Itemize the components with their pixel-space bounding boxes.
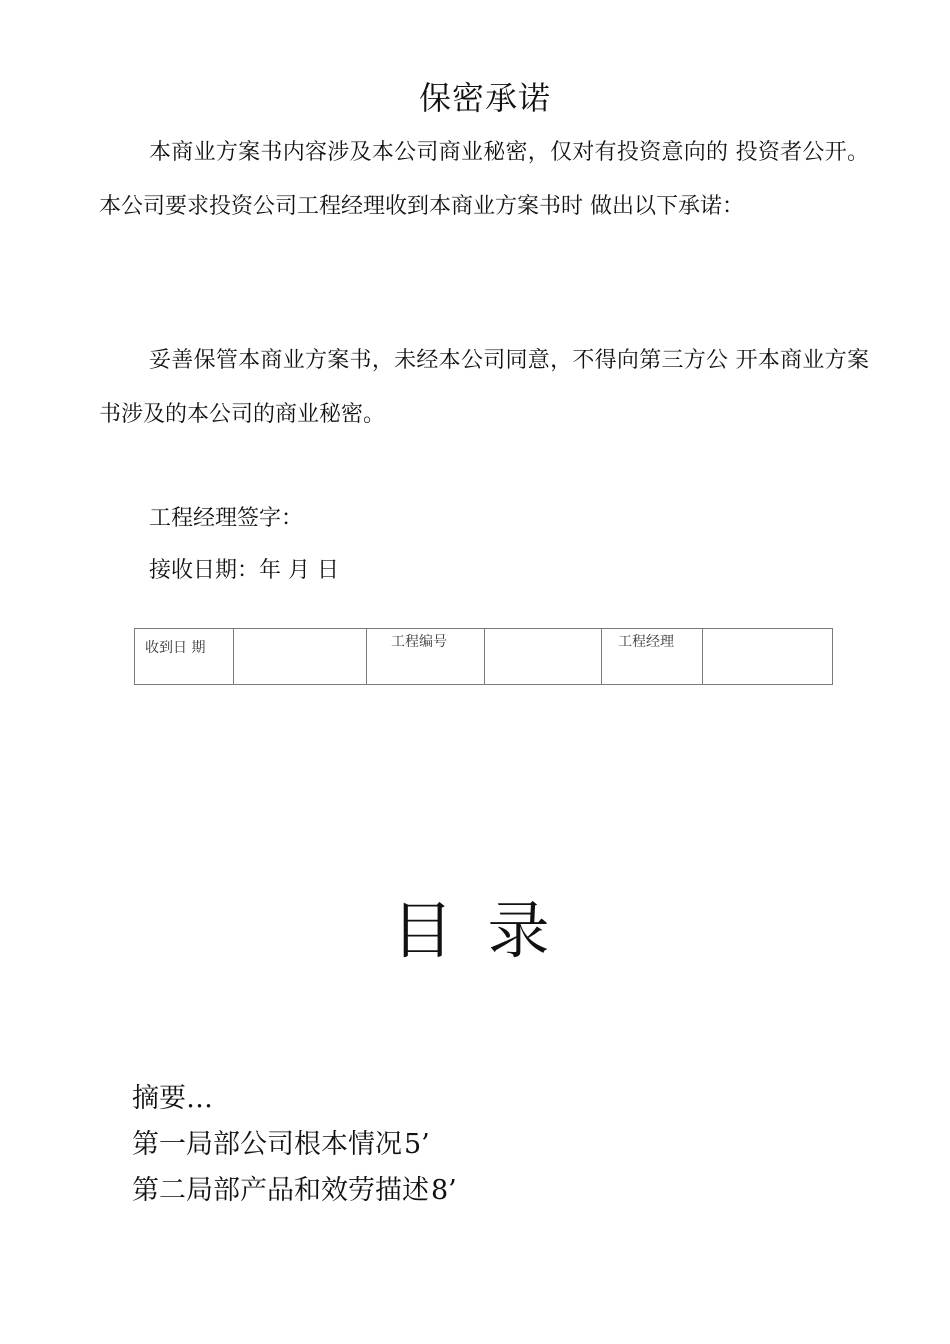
- toc-list: [132, 1076, 457, 1214]
- toc-item[interactable]: [132, 1076, 457, 1122]
- toc-item-label: 第一局部公司根本情况: [132, 1129, 402, 1160]
- toc-item-label: 第二局部产品和效劳描述: [132, 1175, 429, 1206]
- received-date-label: 收到日 期: [135, 629, 234, 685]
- project-number-value[interactable]: [485, 629, 602, 685]
- toc-item[interactable]: [132, 1168, 457, 1214]
- confidentiality-title: 保密承诺: [418, 79, 551, 117]
- project-number-label: 工程编号: [367, 629, 485, 685]
- toc-item-page: 5’: [404, 1129, 430, 1160]
- toc-item-label: 摘要…: [132, 1083, 213, 1114]
- toc-item-page: 8’: [431, 1175, 457, 1206]
- receipt-table-row: [135, 629, 833, 685]
- project-manager-label: 工程经理: [602, 629, 703, 685]
- received-date-value[interactable]: [234, 629, 367, 685]
- confidentiality-paragraph-2: 妥善保管本商业方案书，未经本公司同意，不得向第三方公 开本商业方案书涉及的本公司的商业秘密。: [99, 348, 869, 427]
- toc-item[interactable]: [132, 1122, 457, 1168]
- toc-title: 目录: [391, 894, 584, 967]
- receipt-date-label: 接收日期：年 月 日: [149, 558, 339, 583]
- project-manager-value[interactable]: [703, 629, 833, 685]
- signature-label: 工程经理签字：: [149, 506, 304, 531]
- receipt-table: [134, 628, 833, 685]
- confidentiality-paragraph-1: 本商业方案书内容涉及本公司商业秘密，仅对有投资意向的 投资者公开。本公司要求投资公司工程经理收到本商业方案书时 做出以下承诺：: [99, 140, 869, 219]
